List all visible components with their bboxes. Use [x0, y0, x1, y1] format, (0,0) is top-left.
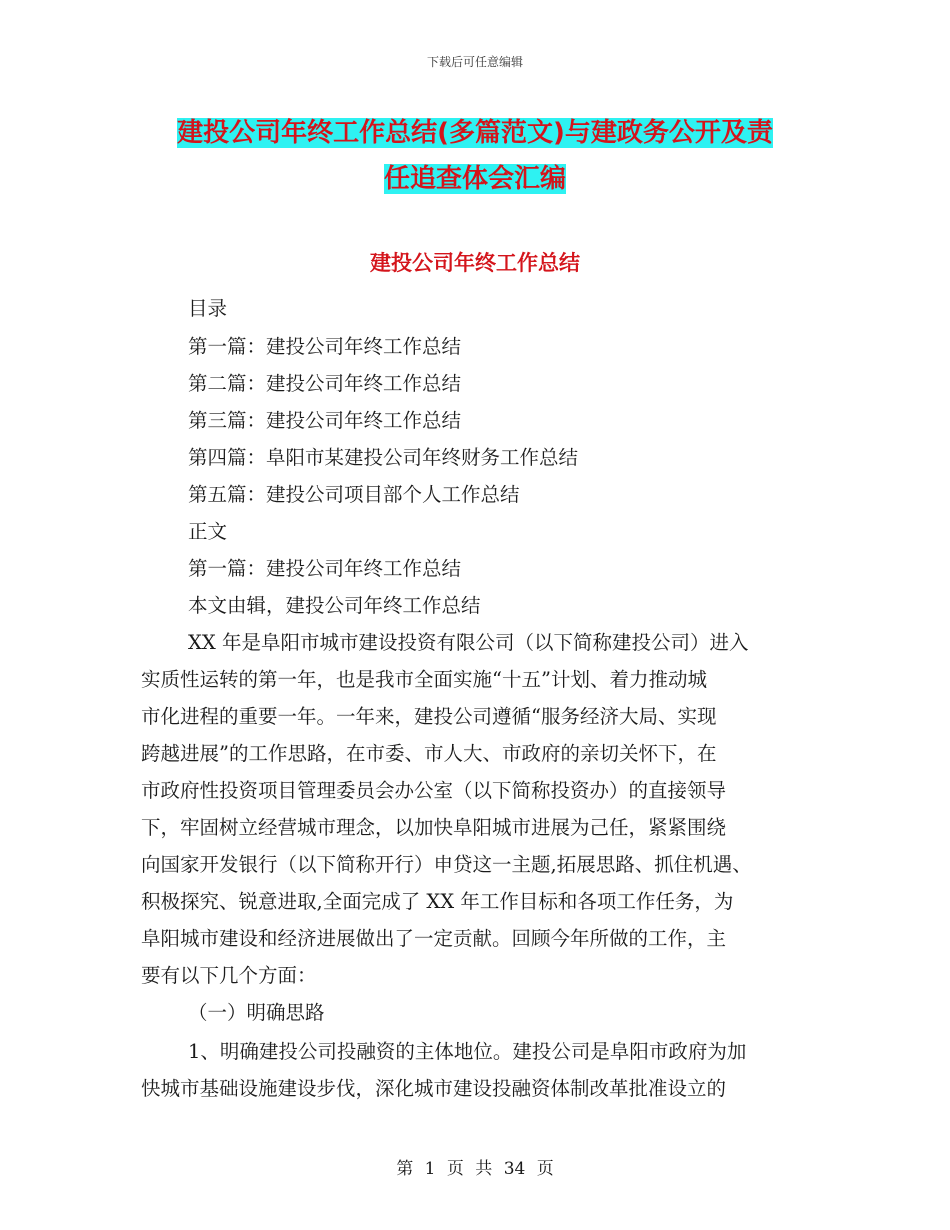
paragraph-line: 市化进程的重要一年。一年来，建投公司遵循“服务经济大局、实现: [141, 705, 717, 728]
toc-item: 第五篇：建投公司项目部个人工作总结: [188, 483, 520, 506]
title-line-2: 任追查体会汇编: [383, 164, 566, 194]
paragraph-line: 市政府性投资项目管理委员会办公室（以下简称投资办）的直接领导: [141, 779, 727, 802]
paragraph-line: 快城市基础设施建设步伐，深化城市建设投融资体制改革批准设立的: [141, 1077, 727, 1100]
toc-item: 第四篇：阜阳市某建投公司年终财务工作总结: [188, 446, 579, 469]
title-line-1: 建投公司年终工作总结(多篇范文)与建政务公开及责: [177, 118, 773, 148]
header-note: 下载后可任意编辑: [426, 55, 523, 69]
section-title: 建投公司年终工作总结: [370, 251, 580, 275]
body-label: 正文: [188, 520, 228, 543]
toc-item: 第二篇：建投公司年终工作总结: [188, 372, 462, 395]
toc-item: 第三篇：建投公司年终工作总结: [188, 409, 462, 432]
paragraph-line: 跨越进展”的工作思路，在市委、市人大、市政府的亲切关怀下，在: [141, 742, 717, 765]
paragraph-line: 积极探究、锐意进取,全面完成了 XX 年工作目标和各项工作任务，为: [141, 890, 734, 913]
paragraph-line: 下，牢固树立经营城市理念，以加快阜阳城市进展为己任，紧紧围绕: [141, 816, 727, 839]
toc-label: 目录: [188, 297, 228, 320]
paragraph-line: 阜阳城市建设和经济进展做出了一定贡献。回顾今年所做的工作，主: [141, 927, 727, 950]
intro-line: 本文由辑，建投公司年终工作总结: [188, 594, 481, 617]
paragraph-line: 向国家开发银行（以下简称开行）申贷这一主题,拓展思路、抓住机遇、: [141, 853, 752, 876]
document-title: [140, 110, 810, 202]
paragraph-line: XX 年是阜阳市城市建设投资有限公司（以下简称建投公司）进入: [188, 631, 749, 654]
chapter-title: 第一篇：建投公司年终工作总结: [188, 557, 462, 580]
paragraph-line: 要有以下几个方面：: [141, 964, 317, 987]
section-heading: （一）明确思路: [188, 1001, 325, 1024]
toc-item: 第一篇：建投公司年终工作总结: [188, 335, 462, 358]
paragraph-line: 实质性运转的第一年，也是我市全面实施“十五”计划、着力推动城: [141, 668, 707, 691]
page-footer: 第 1 页 共 34 页: [396, 1159, 554, 1179]
paragraph-line: 1、明确建投公司投融资的主体地位。建投公司是阜阳市政府为加: [188, 1040, 747, 1063]
